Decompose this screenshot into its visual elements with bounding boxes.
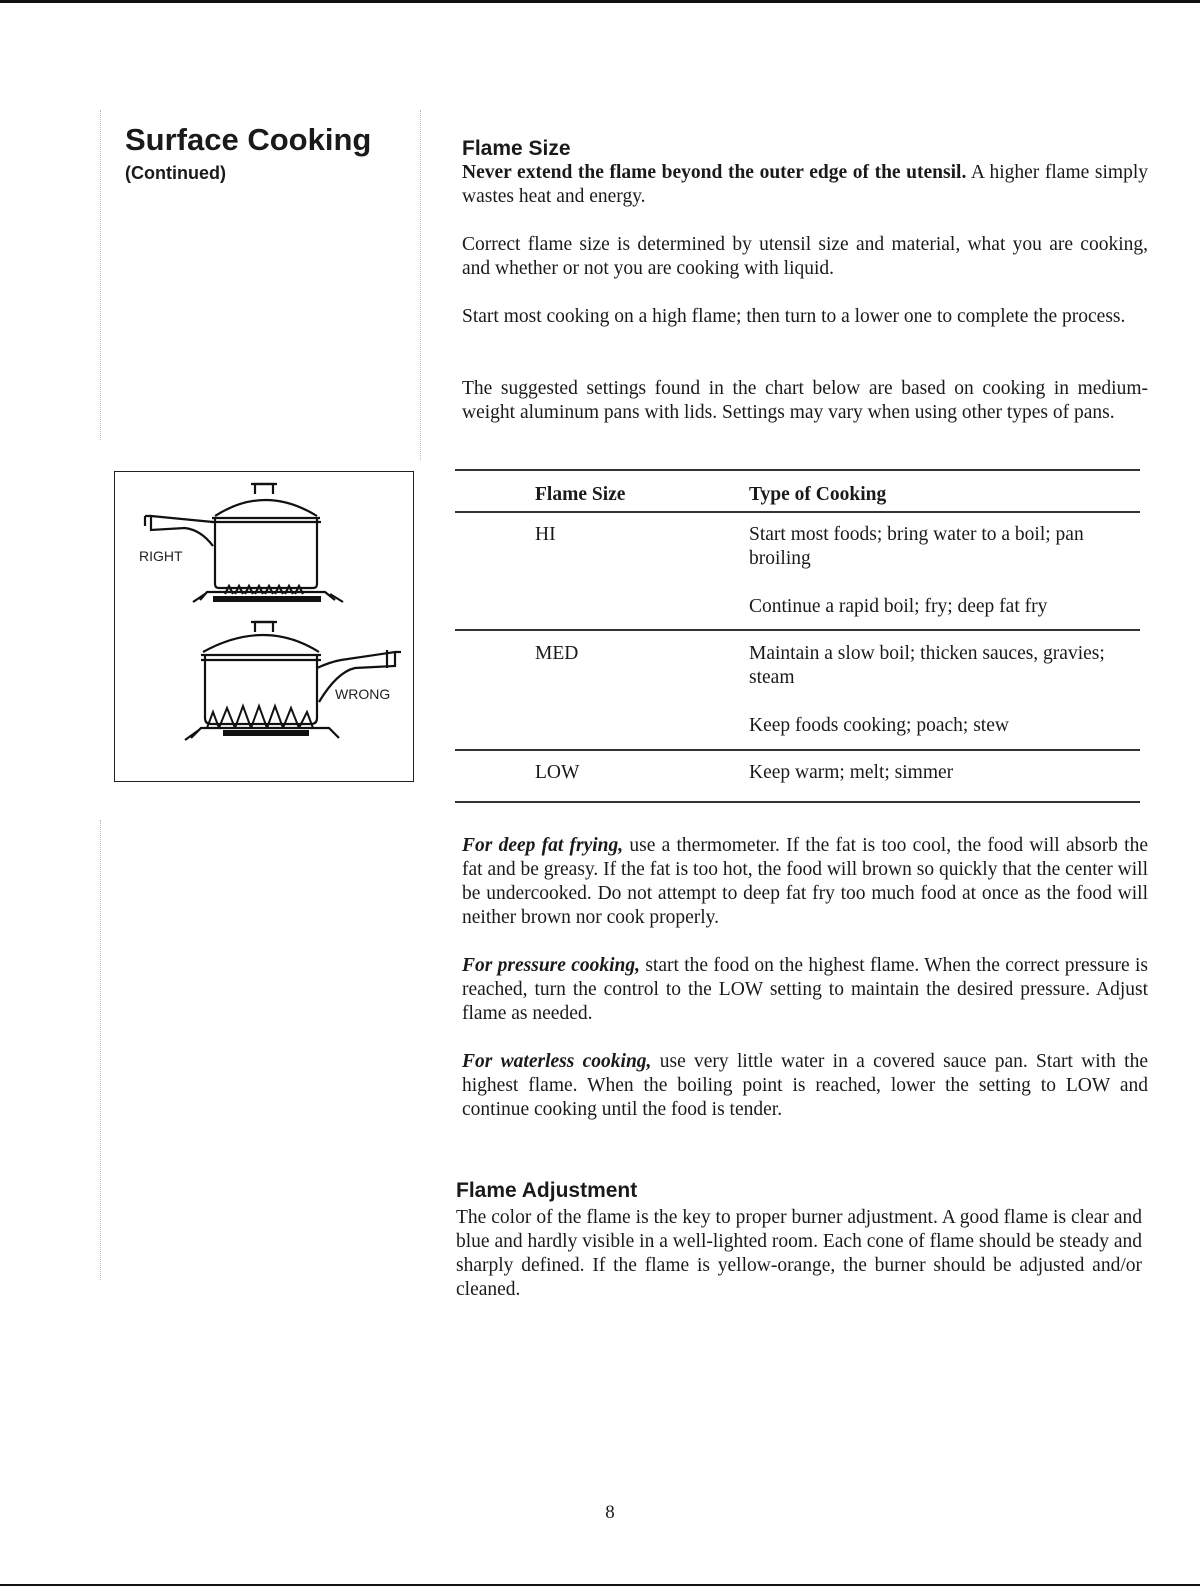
table-rule	[455, 511, 1140, 513]
row-type: Maintain a slow boil; thicken sauces, gravies; steam	[749, 643, 1105, 688]
section-title: Surface Cooking	[125, 122, 372, 157]
margin-marks	[420, 110, 421, 460]
row-flame-low: LOW	[535, 762, 580, 783]
page-number: 8	[605, 1502, 615, 1523]
tip-lead: For deep fat frying,	[462, 835, 624, 856]
row-type: Start most foods; bring water to a boil; pan broiling	[749, 524, 1084, 569]
flame-size-paragraph: The suggested settings found in the chart below are based on cooking in medium-weight aluminum pans with lids. Settings may vary when using other types of pans.	[462, 378, 1148, 423]
table-rule	[455, 801, 1140, 803]
pot-flame-illustration	[114, 471, 414, 782]
label-right: RIGHT	[139, 548, 183, 564]
flame-adjustment-heading: Flame Adjustment	[456, 1179, 638, 1202]
row-flame-hi: HI	[535, 524, 556, 545]
waterless-tip	[462, 1050, 1148, 1122]
row-type: Continue a rapid boil; fry; deep fat fry	[749, 596, 1048, 617]
tip-text: use a thermometer. If the fat is too cool, the food will absorb the fat and be greasy. If the fat is too hot, the food will brown so quickly that the center will be undercooked. Do not attempt to deep fat fry too much food at once as the food will neither brown nor cook properly.	[462, 835, 1148, 928]
flame-size-paragraph: Correct flame size is determined by utensil size and material, what you are cooking, and whether or not you are cooking with liquid.	[462, 234, 1148, 279]
row-type: Keep foods cooking; poach; stew	[749, 715, 1009, 736]
row-flame-med: MED	[535, 643, 579, 664]
table-rule	[455, 469, 1140, 471]
section-subtitle: (Continued)	[125, 163, 226, 183]
table-rule	[455, 749, 1140, 751]
pots-diagram	[115, 472, 415, 783]
margin-marks	[100, 820, 101, 1280]
row-type: Keep warm; melt; simmer	[749, 762, 954, 783]
column-header-type: Type of Cooking	[749, 484, 887, 505]
table-rule	[455, 629, 1140, 631]
warning-text: Never extend the flame beyond the outer edge of the utensil.	[462, 162, 967, 183]
pressure-tip	[462, 954, 1148, 1026]
deep-fat-tip	[462, 834, 1148, 930]
flame-adjustment-text: The color of the flame is the key to proper burner adjustment. A good flame is clear and blue and hardly visible in a well-lighted room. Each cone of flame should be steady and sharply defined. If the flame is yellow-orange, the burner should be adjusted and/or cleaned.	[456, 1207, 1142, 1300]
bottom-rule	[0, 1584, 1200, 1586]
intro-rest: A higher flame simply wastes heat and energy.	[462, 162, 1148, 207]
tip-lead: For pressure cooking,	[462, 955, 641, 976]
flame-size-paragraph: Start most cooking on a high flame; then turn to a lower one to complete the process.	[462, 306, 1126, 327]
top-rule	[0, 0, 1200, 3]
margin-marks	[100, 110, 101, 440]
flame-size-heading: Flame Size	[462, 137, 571, 160]
tip-text: use very little water in a covered sauce pan. Start with the highest flame. When the boiling point is reached, lower the setting to LOW and continue cooking until the food is tender.	[462, 1051, 1148, 1120]
tip-lead: For waterless cooking,	[462, 1051, 652, 1072]
flame-size-intro	[462, 161, 1148, 209]
label-wrong: WRONG	[335, 686, 391, 702]
tip-text: start the food on the highest flame. When the correct pressure is reached, turn the control to the LOW setting to maintain the desired pressure. Adjust flame as needed.	[462, 955, 1148, 1024]
column-header-flame-size: Flame Size	[535, 484, 626, 505]
